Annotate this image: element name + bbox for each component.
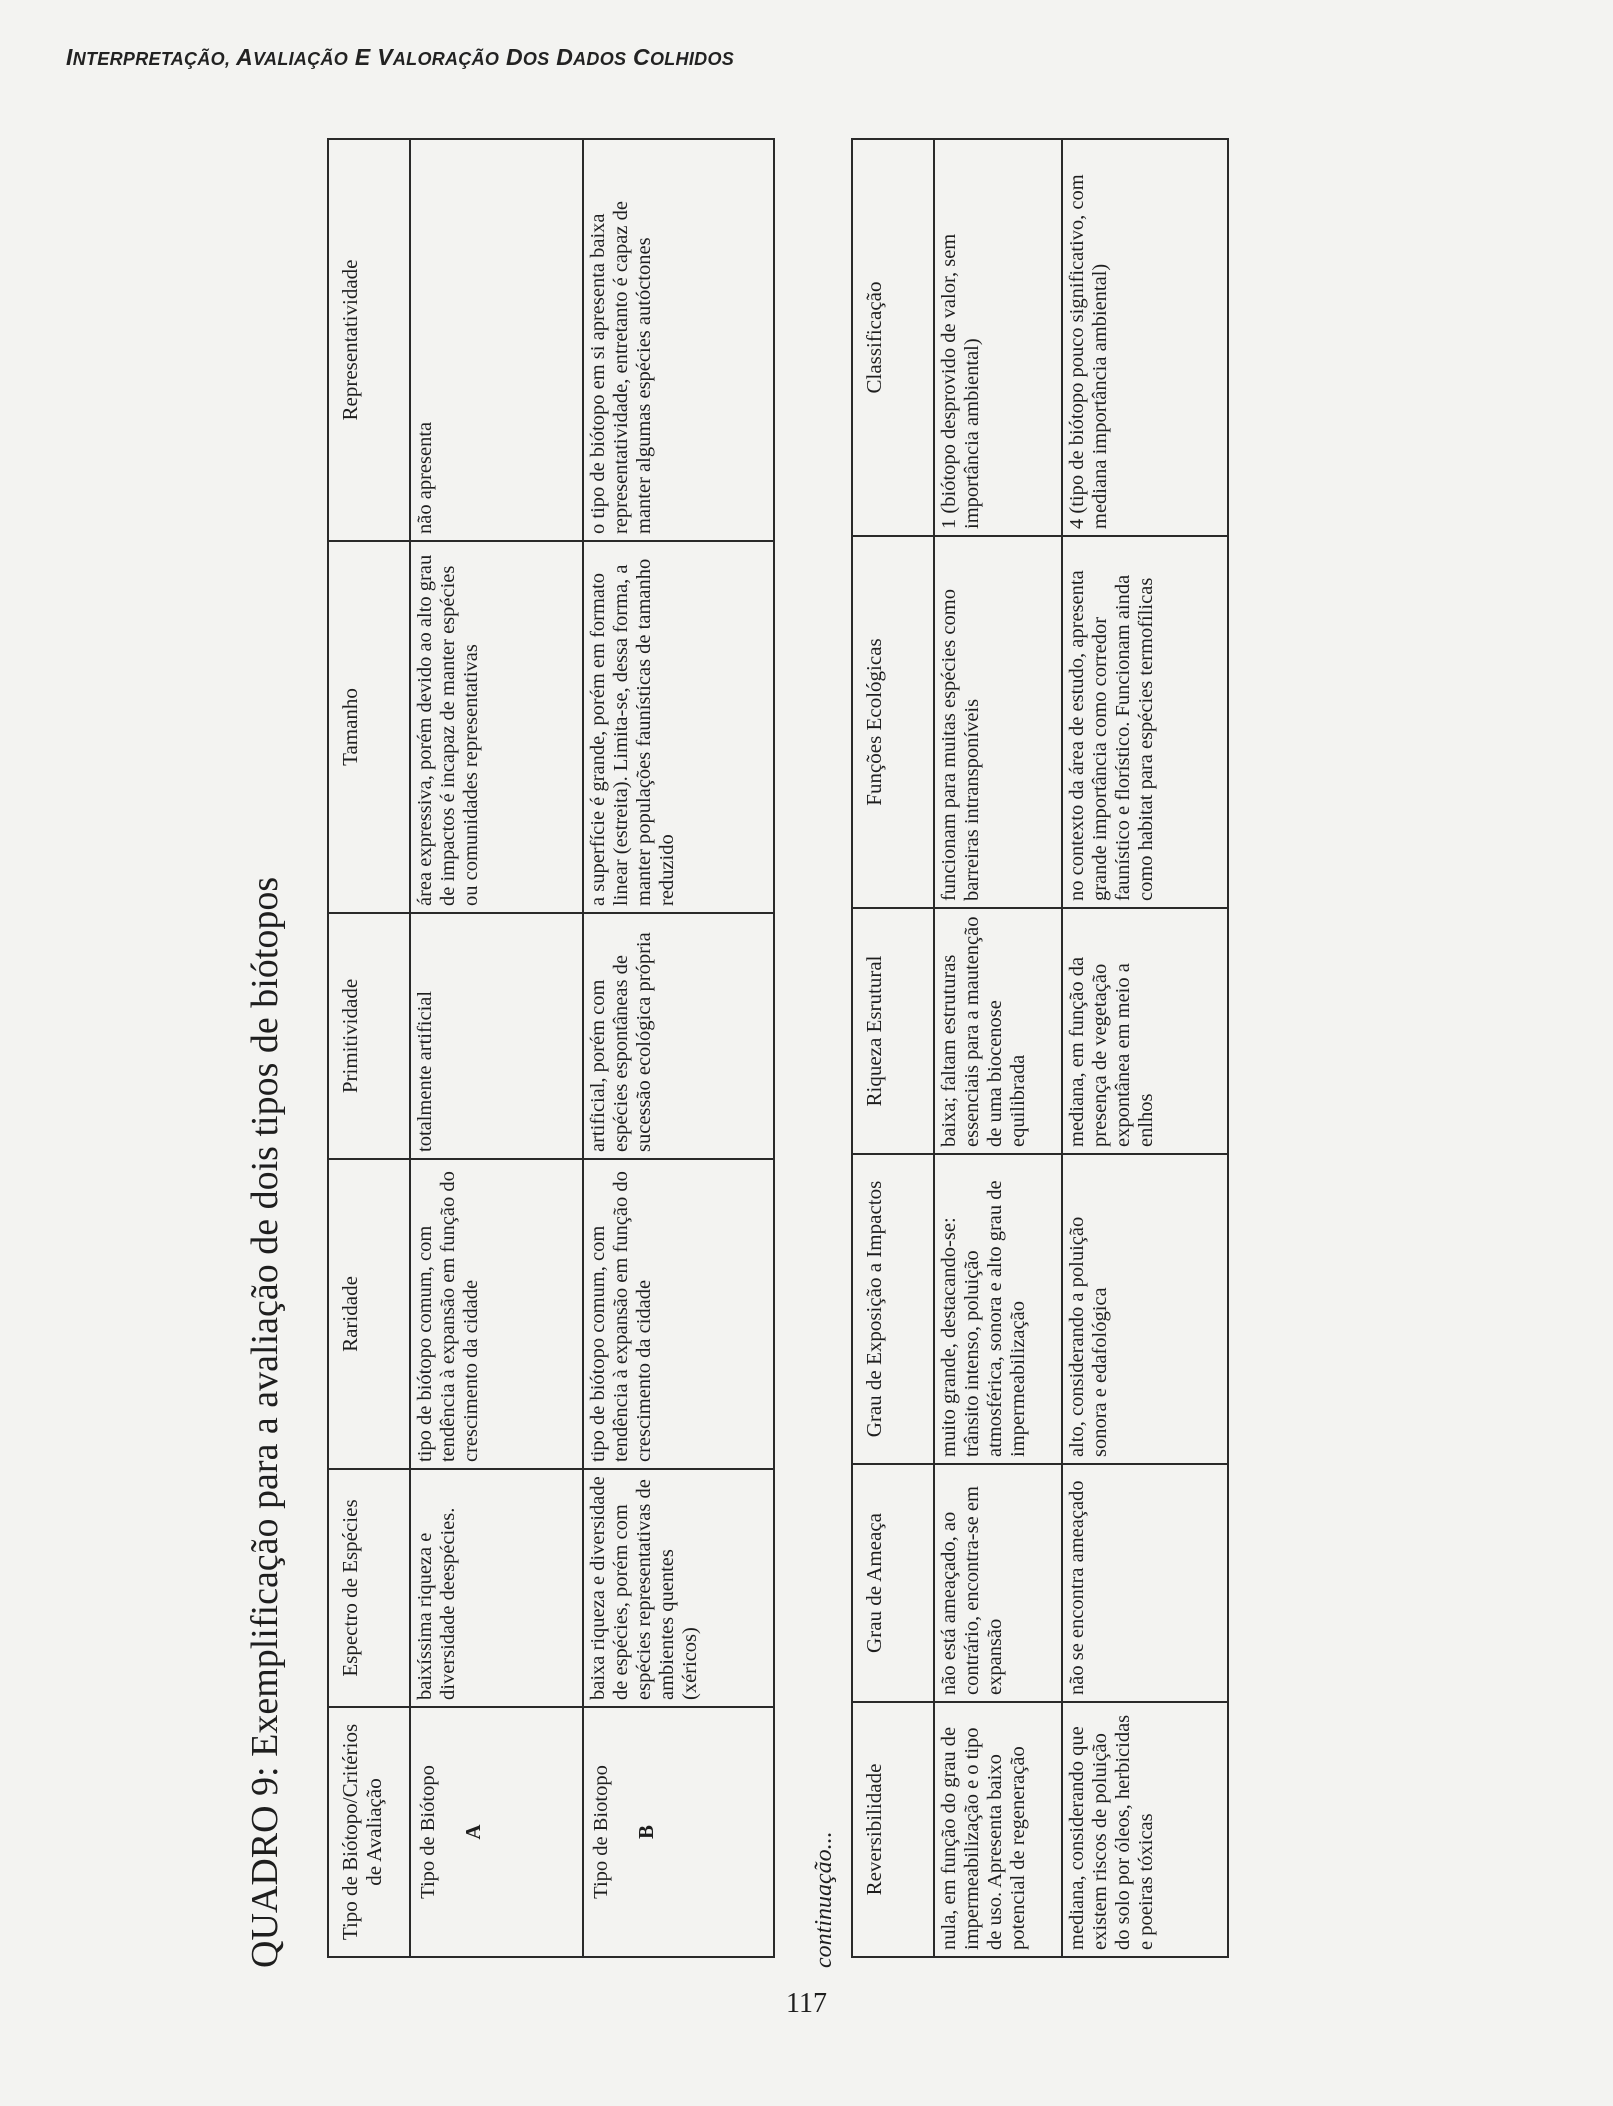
biotope-b-label: Tipo de Biotopo — [590, 1765, 612, 1899]
table-caption: QUADRO 9: Exemplificação para a avaliação de dois tipos de biótopos — [244, 876, 286, 1968]
running-header — [66, 44, 734, 71]
header-reversibilidade: Reversibilidade — [852, 1702, 934, 1957]
cell-a-funcoes: funcionam para muitas espécies como barreiras intransponíveis — [934, 536, 1062, 908]
header-criteria: Tipo de Biótopo/Critérios de Avaliação — [328, 1707, 410, 1957]
cell-a-especies: baixíssima riqueza e diversidade deespécies. — [410, 1469, 583, 1707]
header-representatividade: Representatividade — [328, 139, 410, 541]
cell-a-tamanho: área expressiva, porém devido ao alto grau de impactos é incapaz de manter espécies ou comunidades representativas — [410, 541, 583, 913]
evaluation-table-part-2 — [851, 138, 1229, 1958]
header-funcoes: Funções Ecológicas — [852, 536, 934, 908]
cell-b-tamanho: a superfície é grande, porém em formato linear (estreita). Limita-se, dessa forma, a manter populações faunísticas de tamanho reduzido — [583, 541, 774, 913]
evaluation-table-part-1 — [327, 138, 775, 1958]
header-raridade: Raridade — [328, 1159, 410, 1469]
continuation-label: continuação... — [811, 1831, 837, 1968]
header-riqueza: Riqueza Esrutural — [852, 908, 934, 1154]
header-tamanho: Tamanho — [328, 541, 410, 913]
biotope-a-cell — [410, 1707, 583, 1957]
header-classificacao: Classificação — [852, 139, 934, 536]
cell-b-raridade: tipo de biótopo comum, com tendência à expansão em função do crescimento da cidade — [583, 1159, 774, 1469]
cell-a-representatividade: não apresenta — [410, 139, 583, 541]
cell-a-primitividade: totalmente artificial — [410, 913, 583, 1159]
cell-b-especies: baixa riqueza e diversidade de espécies, porém com espécies representativas de ambientes quentes (xéricos) — [583, 1469, 774, 1707]
cell-a-exposicao: muito grande, destacando-se: trânsito intenso, poluição atmosférica, sonora e alto grau de impermeabilização — [934, 1154, 1062, 1464]
biotope-b-letter: B — [634, 1825, 658, 1840]
cell-b-reversibilidade: mediana, considerando que existem riscos de poluição do solo por óleos, herbicidas e poeiras tóxicas — [1062, 1702, 1228, 1957]
header-especies: Espectro de Espécies — [328, 1469, 410, 1707]
cell-a-raridade: tipo de biótopo comum, com tendência à expansão em função do crescimento da cidade — [410, 1159, 583, 1469]
table-row — [1062, 139, 1228, 1957]
rotated-table-block — [243, 138, 1371, 1968]
page-number: 117 — [786, 1988, 827, 2019]
biotope-a-label: Tipo de Biótopo — [417, 1765, 439, 1899]
cell-b-ameaca: não se encontra ameaçado — [1062, 1464, 1228, 1702]
header-primitividade: Primitividade — [328, 913, 410, 1159]
cell-b-exposicao: alto, considerando a poluição sonora e edafológica — [1062, 1154, 1228, 1464]
cell-b-riqueza: mediana, em função da presença de vegetação expontânea em meio a enlhos — [1062, 908, 1228, 1154]
cell-a-classificacao: 1 (biótopo desprovido de valor, sem importância ambiental) — [934, 139, 1062, 536]
cell-a-ameaca: não está ameaçado, ao contrário, encontra-se em expansão — [934, 1464, 1062, 1702]
table-row — [583, 139, 774, 1957]
cell-b-classificacao: 4 (tipo de biótopo pouco significativo, com mediana importância ambiental) — [1062, 139, 1228, 536]
cell-b-primitividade: artificial, porém com espécies espontâneas de sucessão ecológica própria — [583, 913, 774, 1159]
cell-a-reversibilidade: nula, em função do grau de impermeabilização e o tipo de uso. Apresenta baixo potencial de regeneração — [934, 1702, 1062, 1957]
cell-b-funcoes: no contexto da área de estudo, apresenta grande importância como corredor faunístico e florístico. Funcionam ainda como habitat para espécies termofílicas — [1062, 536, 1228, 908]
header-exposicao: Grau de Exposição a Impactos — [852, 1154, 934, 1464]
header-ameaca: Grau de Ameaça — [852, 1464, 934, 1702]
table-row — [934, 139, 1062, 1957]
cell-b-representatividade: o tipo de biótopo em si apresenta baixa representatividade, entretanto é capaz de manter algumas espécies autóctones — [583, 139, 774, 541]
cell-a-riqueza: baixa; faltam estruturas essenciais para a mautenção de uma biocenose equilibrada — [934, 908, 1062, 1154]
biotope-a-letter: A — [461, 1824, 485, 1840]
running-header-text: INTERPRETAÇÃO, AVALIAÇÃO E VALORAÇÃO DOS DADOS COLHIDOS — [66, 44, 735, 70]
biotope-b-cell — [583, 1707, 774, 1957]
table-row — [410, 139, 583, 1957]
